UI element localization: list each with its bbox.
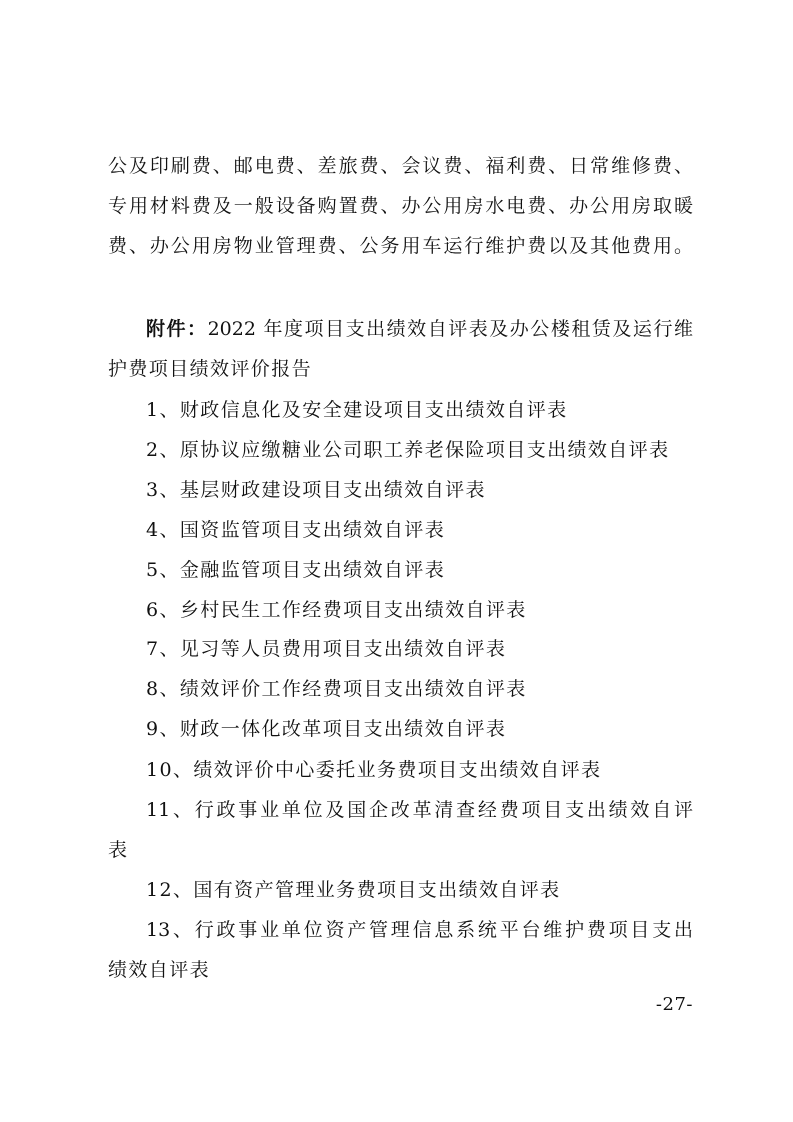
- list-item: 11、行政事业单位及国企改革清查经费项目支出绩效自评: [146, 799, 693, 821]
- list-item: 5、金融监管项目支出绩效自评表: [146, 559, 446, 581]
- list-item-continuation: 绩效自评表: [108, 959, 211, 981]
- paragraph-line-2: 专用材料费及一般设备购置费、办公用房水电费、办公用房取暖: [108, 195, 693, 217]
- list-item: 7、见习等人员费用项目支出绩效自评表: [146, 638, 507, 660]
- attachment-title-line1: 2022 年度项目支出绩效自评表及办公楼租赁及运行维: [207, 318, 693, 340]
- attachment-label: 附件：: [146, 318, 208, 340]
- list-item: 2、原协议应缴糖业公司职工养老保险项目支出绩效自评表: [146, 439, 670, 461]
- list-item: 3、基层财政建设项目支出绩效自评表: [146, 479, 486, 501]
- paragraph-line-3: 费、办公用房物业管理费、公务用车运行维护费以及其他费用。: [108, 235, 693, 257]
- list-item: 12、国有资产管理业务费项目支出绩效自评表: [146, 879, 561, 901]
- page-number: -27-: [655, 994, 693, 1015]
- attachment-title-line2: 护费项目绩效评价报告: [108, 358, 313, 380]
- list-item: 9、财政一体化改革项目支出绩效自评表: [146, 718, 507, 740]
- list-item: 10、绩效评价中心委托业务费项目支出绩效自评表: [146, 759, 602, 781]
- attachment-heading: [146, 316, 693, 342]
- paragraph-line-1: 公及印刷费、邮电费、差旅费、会议费、福利费、日常维修费、: [108, 155, 693, 177]
- list-item: 8、绩效评价工作经费项目支出绩效自评表: [146, 678, 527, 700]
- list-item: 13、行政事业单位资产管理信息系统平台维护费项目支出: [146, 919, 693, 941]
- list-item-continuation: 表: [108, 839, 129, 861]
- list-item: 1、财政信息化及安全建设项目支出绩效自评表: [146, 399, 568, 421]
- list-item: 6、乡村民生工作经费项目支出绩效自评表: [146, 599, 527, 621]
- list-item: 4、国资监管项目支出绩效自评表: [146, 519, 446, 541]
